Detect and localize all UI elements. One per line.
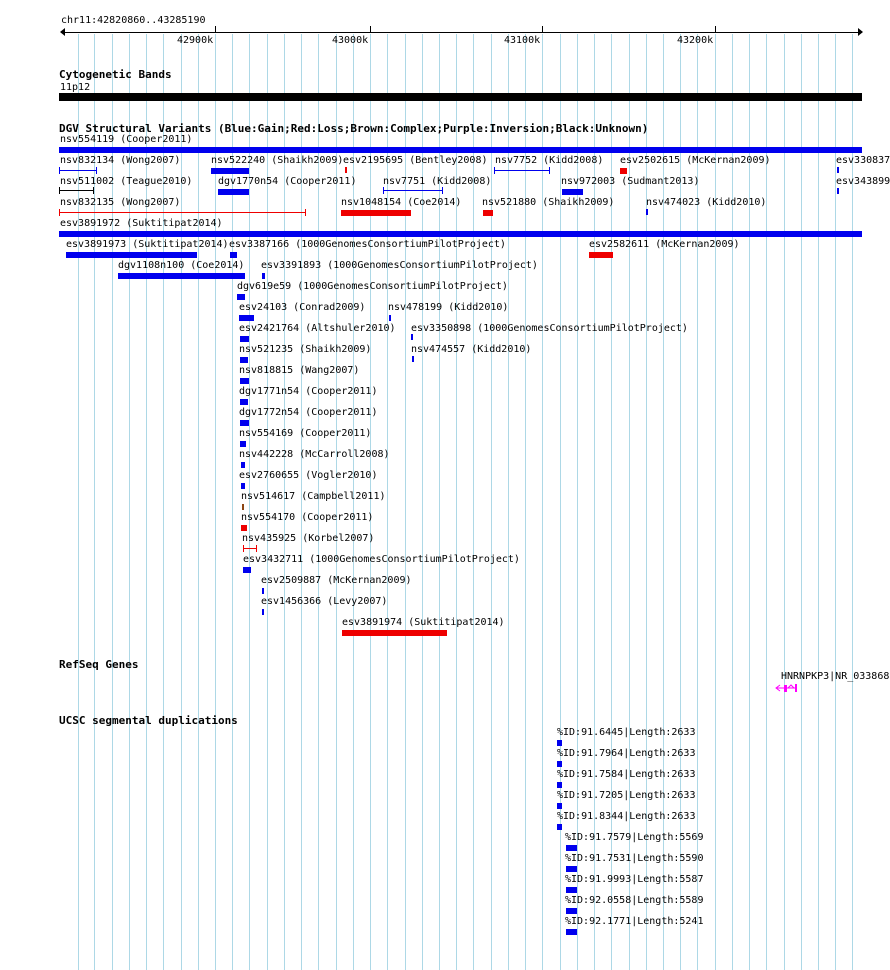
dgv-feature-label: nsv554170 (Cooper2011): [241, 512, 374, 523]
dgv-feature-end-cap: [96, 167, 97, 174]
dgv-feature-label: esv2509887 (McKernan2009): [261, 575, 412, 586]
dgv-feature-glyph[interactable]: [383, 190, 443, 191]
dgv-feature-end-cap: [383, 187, 384, 194]
dgv-feature-glyph[interactable]: [66, 252, 197, 258]
dgv-feature-label: nsv7751 (Kidd2008): [383, 176, 492, 187]
dgv-feature-glyph[interactable]: [240, 420, 249, 426]
grid-line: [439, 34, 440, 970]
segdup-label: %ID:91.7579|Length:5569: [565, 832, 704, 843]
dgv-feature-glyph[interactable]: [240, 336, 249, 342]
segdup-glyph[interactable]: [566, 908, 577, 914]
grid-line: [801, 34, 802, 970]
grid-line: [387, 34, 388, 970]
dgv-feature-label: nsv554169 (Cooper2011): [239, 428, 372, 439]
segdup-glyph[interactable]: [566, 887, 577, 893]
segdup-glyph[interactable]: [557, 782, 562, 788]
dgv-feature-glyph[interactable]: [59, 231, 862, 237]
dgv-feature-glyph[interactable]: [589, 252, 613, 258]
dgv-feature-label: esv3891974 (Suktitipat2014): [342, 617, 505, 628]
grid-line: [129, 34, 130, 970]
gene-label: HNRNPKP3|NR_033868: [781, 671, 890, 682]
dgv-feature-glyph[interactable]: [239, 315, 254, 321]
dgv-feature-glyph[interactable]: [483, 210, 493, 216]
grid-line: [508, 34, 509, 970]
grid-line: [163, 34, 164, 970]
dgv-feature-label: esv1456366 (Levy2007): [261, 596, 388, 607]
grid-line: [646, 34, 647, 970]
grid-line: [422, 34, 423, 970]
ruler-tick-label: 43000k: [332, 35, 369, 46]
dgv-feature-label: nsv832135 (Wong2007): [60, 197, 181, 208]
dgv-feature-glyph[interactable]: [240, 399, 248, 405]
ruler-tick-label: 43200k: [677, 35, 714, 46]
dgv-feature-label: nsv1048154 (Coe2014): [341, 197, 462, 208]
dgv-feature-label: esv2502615 (McKernan2009): [620, 155, 771, 166]
dgv-feature-glyph[interactable]: [243, 548, 257, 549]
segdup-label: %ID:92.0558|Length:5589: [565, 895, 704, 906]
dgv-feature-label: dgv619e59 (1000GenomesConsortiumPilotProject): [237, 281, 508, 292]
dgv-feature-label: esv3350898 (1000GenomesConsortiumPilotProject): [411, 323, 688, 334]
grid-line: [663, 34, 664, 970]
grid-line: [611, 34, 612, 970]
dgv-feature-glyph[interactable]: [242, 504, 244, 510]
dgv-feature-label: nsv832134 (Wong2007): [60, 155, 181, 166]
grid-line: [146, 34, 147, 970]
grid-line: [784, 34, 785, 970]
dgv-feature-glyph[interactable]: [59, 190, 94, 191]
dgv-feature-label: esv2421764 (Altshuler2010): [239, 323, 396, 334]
ruler-tick-label: 42900k: [177, 35, 214, 46]
gene-exon: [784, 685, 787, 692]
dgv-feature-glyph[interactable]: [262, 609, 264, 615]
dgv-feature-glyph[interactable]: [241, 525, 247, 531]
dgv-feature-end-cap: [243, 545, 244, 552]
dgv-feature-glyph[interactable]: [59, 212, 306, 213]
dgv-title: DGV Structural Variants (Blue:Gain;Red:Loss;Brown:Complex;Purple:Inversion;Black:Unknown): [59, 122, 649, 135]
dgv-feature-label: esv3432711 (1000GenomesConsortiumPilotProject): [243, 554, 520, 565]
grid-line: [542, 34, 543, 970]
dgv-feature-end-cap: [59, 187, 60, 194]
dgv-feature-end-cap: [93, 187, 94, 194]
grid-line: [456, 34, 457, 970]
dgv-feature-label: esv330837: [836, 155, 890, 166]
dgv-feature-glyph[interactable]: [411, 334, 413, 340]
ruler-right-arrow-icon: [858, 28, 863, 36]
grid-line: [629, 34, 630, 970]
grid-line: [577, 34, 578, 970]
dgv-feature-glyph[interactable]: [494, 170, 550, 171]
dgv-feature-end-cap: [549, 167, 550, 174]
dgv-feature-glyph[interactable]: [241, 462, 245, 468]
dgv-feature-label: dgv1771n54 (Cooper2011): [239, 386, 378, 397]
dgv-feature-label: nsv521880 (Shaikh2009): [482, 197, 615, 208]
dgv-feature-glyph[interactable]: [230, 252, 237, 258]
dgv-feature-end-cap: [59, 209, 60, 216]
ruler-tick-label: 43100k: [504, 35, 541, 46]
grid-line: [680, 34, 681, 970]
segdup-label: %ID:92.1771|Length:5241: [565, 916, 704, 927]
gene-model[interactable]: [774, 682, 800, 694]
dgv-feature-glyph[interactable]: [262, 273, 265, 279]
dgv-feature-label: esv24103 (Conrad2009): [239, 302, 366, 313]
segdup-glyph[interactable]: [557, 824, 562, 830]
dgv-feature-glyph[interactable]: [345, 167, 347, 173]
dgv-feature-label: esv3891973 (Suktitipat2014): [66, 239, 229, 250]
segdup-label: %ID:91.7964|Length:2633: [557, 748, 696, 759]
cytoband-title: Cytogenetic Bands: [59, 68, 172, 81]
ruler-tick: [715, 26, 716, 33]
dgv-feature-label: nsv474023 (Kidd2010): [646, 197, 767, 208]
dgv-feature-end-cap: [494, 167, 495, 174]
dgv-feature-end-cap: [59, 167, 60, 174]
grid-line: [78, 34, 79, 970]
dgv-feature-label: esv343899: [836, 176, 890, 187]
dgv-feature-glyph[interactable]: [211, 168, 249, 174]
cytoband-label: 11p12: [60, 82, 91, 93]
dgv-feature-glyph[interactable]: [59, 147, 862, 153]
dgv-feature-glyph[interactable]: [412, 356, 414, 362]
dgv-feature-label: nsv554119 (Cooper2011): [60, 134, 193, 145]
grid-line: [732, 34, 733, 970]
grid-line: [818, 34, 819, 970]
grid-line: [94, 34, 95, 970]
cytoband-bar[interactable]: [59, 93, 862, 101]
dgv-feature-glyph[interactable]: [646, 209, 648, 215]
grid-line: [112, 34, 113, 970]
dgv-feature-label: nsv522240 (Shaikh2009): [211, 155, 344, 166]
segdup-glyph[interactable]: [566, 929, 577, 935]
dgv-feature-glyph[interactable]: [562, 189, 583, 195]
dgv-feature-label: esv2582611 (McKernan2009): [589, 239, 740, 250]
dgv-feature-glyph[interactable]: [240, 357, 248, 363]
ruler-tick: [370, 26, 371, 33]
dgv-feature-glyph[interactable]: [342, 630, 447, 636]
dgv-feature-glyph[interactable]: [837, 167, 839, 173]
dgv-feature-label: esv2195695 (Bentley2008): [343, 155, 488, 166]
ruler-left-arrow-icon: [60, 28, 65, 36]
ruler-position: chr11:42820860..43285190: [61, 15, 206, 26]
segdup-label: %ID:91.7205|Length:2633: [557, 790, 696, 801]
dgv-feature-glyph[interactable]: [59, 170, 97, 171]
dgv-feature-label: nsv818815 (Wang2007): [239, 365, 360, 376]
dgv-feature-label: nsv435925 (Korbel2007): [242, 533, 375, 544]
dgv-feature-label: dgv1770n54 (Cooper2011): [218, 176, 357, 187]
dgv-feature-label: dgv1772n54 (Cooper2011): [239, 407, 378, 418]
dgv-feature-end-cap: [305, 209, 306, 216]
dgv-feature-label: nsv474557 (Kidd2010): [411, 344, 532, 355]
segdup-glyph[interactable]: [566, 845, 577, 851]
grid-line: [232, 34, 233, 970]
dgv-feature-label: esv3891972 (Suktitipat2014): [60, 218, 223, 229]
refseq-title: RefSeq Genes: [59, 658, 139, 671]
grid-line: [491, 34, 492, 970]
segdup-label: %ID:91.9993|Length:5587: [565, 874, 704, 885]
dgv-feature-label: esv3391893 (1000GenomesConsortiumPilotProject): [261, 260, 538, 271]
grid-line: [525, 34, 526, 970]
dgv-feature-glyph[interactable]: [240, 441, 246, 447]
segdup-label: %ID:91.6445|Length:2633: [557, 727, 696, 738]
dgv-feature-glyph[interactable]: [218, 189, 249, 195]
dgv-feature-label: dgv1108n100 (Coe2014): [118, 260, 245, 271]
dgv-feature-label: nsv478199 (Kidd2010): [388, 302, 509, 313]
dgv-feature-end-cap: [442, 187, 443, 194]
segdup-glyph[interactable]: [557, 761, 562, 767]
dgv-feature-label: nsv442228 (McCarroll2008): [239, 449, 390, 460]
grid-line: [715, 34, 716, 970]
dgv-feature-glyph[interactable]: [341, 210, 411, 216]
grid-line: [766, 34, 767, 970]
dgv-feature-glyph[interactable]: [389, 315, 391, 321]
grid-line: [594, 34, 595, 970]
grid-line: [473, 34, 474, 970]
dgv-feature-end-cap: [256, 545, 257, 552]
dgv-feature-glyph[interactable]: [243, 567, 251, 573]
grid-line: [198, 34, 199, 970]
ruler-tick: [215, 26, 216, 33]
grid-line: [181, 34, 182, 970]
dgv-feature-glyph[interactable]: [620, 168, 627, 174]
dgv-feature-label: nsv514617 (Campbell2011): [241, 491, 386, 502]
grid-line: [835, 34, 836, 970]
dgv-feature-glyph[interactable]: [237, 294, 245, 300]
grid-line: [697, 34, 698, 970]
dgv-feature-label: esv3387166 (1000GenomesConsortiumPilotProject): [229, 239, 506, 250]
segdup-label: %ID:91.7531|Length:5590: [565, 853, 704, 864]
segdup-glyph[interactable]: [557, 740, 562, 746]
dgv-feature-glyph[interactable]: [837, 188, 839, 194]
dgv-feature-label: nsv521235 (Shaikh2009): [239, 344, 372, 355]
segdup-title: UCSC segmental duplications: [59, 714, 238, 727]
dgv-feature-label: nsv7752 (Kidd2008): [495, 155, 604, 166]
dgv-feature-glyph[interactable]: [241, 483, 245, 489]
grid-line: [749, 34, 750, 970]
segdup-label: %ID:91.8344|Length:2633: [557, 811, 696, 822]
dgv-feature-glyph[interactable]: [118, 273, 245, 279]
gene-exon: [795, 684, 797, 692]
segdup-glyph[interactable]: [566, 866, 577, 872]
grid-line: [405, 34, 406, 970]
segdup-label: %ID:91.7584|Length:2633: [557, 769, 696, 780]
grid-line: [852, 34, 853, 970]
ruler-tick: [542, 26, 543, 33]
ruler-axis: [61, 32, 862, 33]
segdup-glyph[interactable]: [557, 803, 562, 809]
grid-line: [215, 34, 216, 970]
dgv-feature-glyph[interactable]: [262, 588, 264, 594]
dgv-feature-label: esv2760655 (Vogler2010): [239, 470, 378, 481]
dgv-feature-label: nsv511002 (Teague2010): [60, 176, 193, 187]
dgv-feature-glyph[interactable]: [240, 378, 249, 384]
dgv-feature-label: nsv972003 (Sudmant2013): [561, 176, 700, 187]
